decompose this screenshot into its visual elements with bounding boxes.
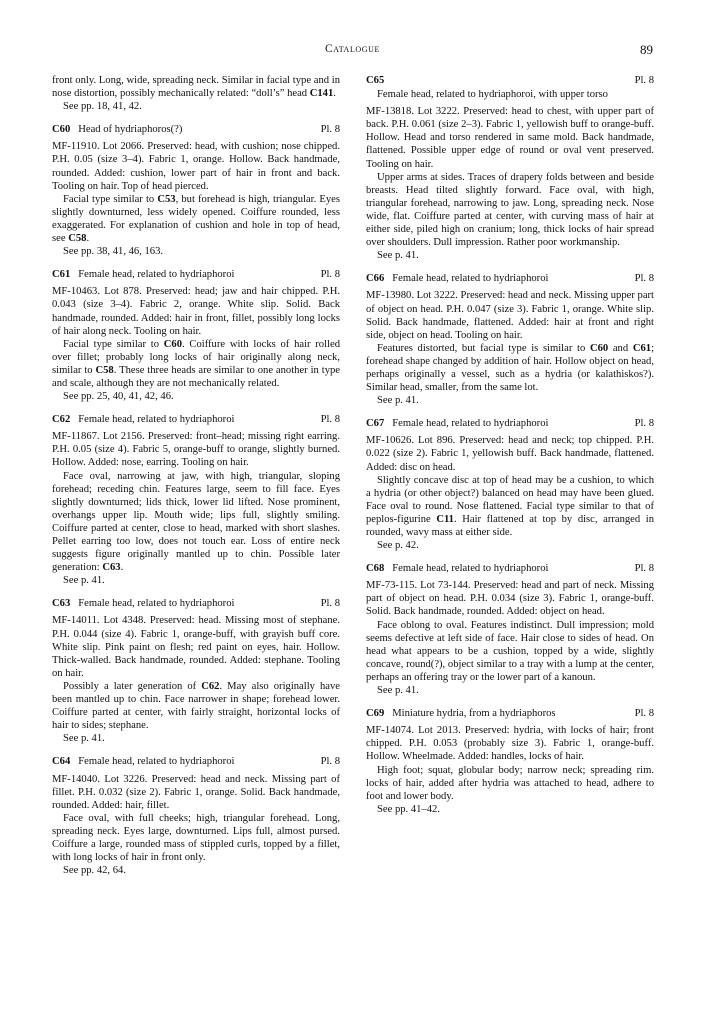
- plate-reference: Pl. 8: [634, 75, 654, 86]
- cross-reference: C63: [102, 562, 121, 574]
- entry-heading: [52, 597, 340, 610]
- running-title: Catalogue: [324, 43, 381, 55]
- see-pages: See p. 41.: [377, 395, 419, 407]
- entry-description: MF-10463. Lot 878. Preserved: head; jaw and hair chipped. P.H. 0.043 (size 3–4). Fabric 2, orange. White slip. Solid. Back handmade, rounded. Added: hair in front, fillet, possibly long locks of hair along neck. Tooling on hair.: [52, 286, 340, 337]
- entry-description: MF-11867. Lot 2156. Preserved: front–head; missing right earring. P.H. 0.05 (size 4). Fabric 5, orange-buff to orange, slightly burned. Hollow. Added: nose, earring. Tooling on hair.: [52, 431, 340, 469]
- running-head: [52, 43, 653, 59]
- entry-commentary: Facial type similar to C60. Coiffure with locks of hair rolled over fillet; probably long locks of hair originally along neck, similar to C58. These three heads are similar to one another in type and scale, although they are not mechanically related.: [52, 338, 340, 389]
- see-pages: See p. 41.: [63, 575, 105, 587]
- cross-reference: C11: [436, 513, 454, 525]
- entry-title: Head of hydriaphoros(?): [78, 124, 183, 136]
- entry-heading: [52, 123, 340, 136]
- cross-reference: C58: [68, 233, 87, 245]
- entry-title: Female head, related to hydriaphoroi: [78, 414, 235, 426]
- entry-commentary: High foot; squat, globular body; narrow neck; spreading rim. locks of hair, added after hydria was attached to head, adhere to foot and lower body.: [366, 764, 654, 802]
- entry-commentary: Features distorted, but facial type is similar to C60 and C61; forehead shape changed by addition of hair. Hollow object on head, perhaps originally a vessel, such as a hydria (or kalathiskos?). Similar head, smaller, from the same lot.: [366, 342, 655, 394]
- catalogue-entry: [366, 707, 654, 816]
- entry-description: MF-11910. Lot 2066. Preserved: head, with cushion; nose chipped. P.H. 0.05 (size 3–4). Fabric 1, orange. Hollow. Back handmade, rounded. Added: cushion, lower part of hair in front and back. Tooling on hair. Top of head pierced.: [52, 141, 340, 192]
- entry-number: C66: [366, 273, 385, 285]
- entry-commentary: Face oval, narrowing at jaw, with high, triangular, sloping forehead; receding chin. Features large, seem to fill face. Eyes slightly downturned; lids thick, lower lid lifted. Nose prominent, overhangs upper lip. Mouth wide; lips full, slightly smiling. Coiffure parted at center, close to head, marked with short slashes. Pellet earring too low, does not touch ear. Loss of entire neck suggests figure originally mantled up to chin. Possible later generation: C63.: [52, 470, 340, 574]
- entry-description: MF-13980. Lot 3222. Preserved: head and neck. Missing upper part of object on head. P.H. 0.047 (size 3). Fabric 1, orange. White slip. Solid. Back handmade, flattened. Added: hair at front and right side, object on head. Tooling on hair.: [366, 290, 654, 341]
- entry-heading: [366, 272, 654, 285]
- plate-reference: Pl. 8: [320, 598, 340, 610]
- entry-commentary: Facial type similar to C53, but forehead is high, triangular. Eyes slightly downturned, less widely opened. Coiffure rounded, less exaggerated. For explanation of cushion and hole in top of head, see C58.: [52, 193, 340, 245]
- entry-commentary: Slightly concave disc at top of head may be a cushion, to which a hydria (or other object?) balanced on head may have been glued. Face oval to round. Nose flattened. Facial type similar to that of peplos-figurine C11. Hair flattened at top by disc, arranged in rounded, wavy mass at either side.: [366, 474, 654, 538]
- entry-title: Female head, related to hydriaphoroi: [78, 269, 235, 281]
- plate-reference: Pl. 8: [634, 273, 654, 285]
- entry-description: MF-14074. Lot 2013. Preserved: hydria, with locks of hair; front chipped. P.H. 0.053 (probably size 3). Fabric 1, orange-buff. Hollow. Wheelmade. Added: handles, locks of hair.: [366, 725, 654, 763]
- entry-heading: [52, 268, 340, 281]
- entry-commentary: Face oval, with full cheeks; high, triangular forehead. Long, spreading neck. Eyes large, downturned. Lips full, almost pursed. Coiffure a large, rounded mass of stippled curls, topped by a fillet, with long locks of hair in front only.: [52, 812, 340, 864]
- plate-reference: Pl. 8: [320, 269, 340, 281]
- plate-reference: Pl. 8: [320, 414, 340, 426]
- entry-commentary: Upper arms at sides. Traces of drapery folds between and beside breasts. Head tilted slightly forward. Face oval, with high, triangular forehead, narrowing to jaw. Long, spreading neck. Nose wide, flat. Coiffure parted at center, with curving mass of hair at either side, piled high on cranium; long, thick locks of hair spread over shoulders. Dull impression. Rather poor workmanship.: [366, 171, 654, 249]
- entry-title: Female head, related to hydriaphoroi, with upper torso: [377, 89, 608, 101]
- catalogue-entry: [52, 123, 340, 258]
- entry-description: MF-73-115. Lot 73-144. Preserved: head and part of neck. Missing part of object on head. P.H. 0.034 (size 3). Fabric 1, orange-buff. Solid. Back handmade, rounded. Added: object on head.: [366, 580, 654, 618]
- entry-title: Miniature hydria, from a hydriaphoros: [392, 708, 556, 720]
- entry-description: MF-14040. Lot 3226. Preserved: head and neck. Missing part of fillet. P.H. 0.032 (size 2). Fabric 1, orange. Solid. Back handmade, rounded. Added: hair, fillet.: [52, 773, 340, 811]
- entry-heading: [52, 413, 340, 426]
- entry-number: C61: [52, 269, 71, 281]
- catalogue-entry: [52, 268, 340, 403]
- see-pages: See pp. 42, 64.: [63, 865, 126, 877]
- entry-number: C68: [366, 563, 385, 575]
- continued-text: front only. Long, wide, spreading neck. Similar in facial type and in nose distortion, possibly mechanically related: “doll’s” head C141.: [52, 75, 340, 100]
- entry-heading: [366, 417, 654, 430]
- cross-reference: C58: [95, 364, 114, 376]
- see-pages: See pp. 25, 40, 41, 42, 46.: [63, 391, 174, 403]
- entry-heading: [52, 755, 340, 768]
- entry-heading: [366, 562, 654, 575]
- plate-reference: Pl. 8: [320, 124, 340, 136]
- entry-title: Female head, related to hydriaphoroi: [392, 273, 549, 285]
- catalogue-entry: [52, 597, 340, 745]
- see-pages: See p. 41.: [377, 685, 419, 697]
- see-pages: See p. 41.: [377, 250, 419, 262]
- cross-reference: C53: [157, 193, 176, 205]
- catalogue-entry: [366, 272, 654, 407]
- catalogue-entry: [52, 755, 340, 877]
- cross-reference: C60: [163, 338, 182, 350]
- plate-reference: Pl. 8: [634, 563, 654, 575]
- entry-number: C63: [52, 598, 71, 610]
- entry-number: C69: [366, 708, 385, 720]
- cross-reference: C60: [589, 342, 609, 354]
- plate-reference: Pl. 8: [320, 756, 340, 768]
- cross-reference: C62: [201, 680, 220, 692]
- entry-number: C64: [52, 756, 71, 768]
- continued-entry: [52, 74, 340, 113]
- see-pages: See pp. 41–42.: [377, 803, 440, 815]
- entry-commentary: Possibly a later generation of C62. May also originally have been mantled up to chin. Face narrower in shape; forehead lower. Coiffure parted at center, with fairly straight, horizontal locks of hair to sides; stephane.: [52, 680, 340, 732]
- entry-number: C67: [366, 418, 385, 430]
- entry-description: MF-10626. Lot 896. Preserved: head and neck; top chipped. P.H. 0.022 (size 2). Fabric 1, yellowish buff. Back handmade, flattened. Added: disc on head.: [366, 435, 654, 473]
- see-pages: See p. 41.: [63, 733, 105, 745]
- catalogue-entry: [366, 562, 654, 697]
- entry-number: C62: [52, 414, 71, 426]
- entry-title: Female head, related to hydriaphoroi: [78, 598, 235, 610]
- see-pages: See pp. 38, 41, 46, 163.: [63, 246, 164, 258]
- entry-description: MF-14011. Lot 4348. Preserved: head. Missing most of stephane. P.H. 0.044 (size 4). Fabric 1, orange-buff, with grayish buff core. White slip. Pink paint on flesh; red paint on eyes, hair. Hollow. Thick-walled. Back handmade, rounded. Added: stephane. Tooling on hair.: [52, 615, 340, 679]
- entry-title: Female head, related to hydriaphoroi: [392, 563, 549, 575]
- entry-title: Female head, related to hydriaphoroi: [392, 418, 549, 430]
- entry-number: C65: [366, 75, 385, 86]
- entry-commentary: Face oblong to oval. Features indistinct. Dull impression; mold seems defective at left side of face. Hair close to sides of head. On head what appears to be a cushion, topped by a wide, slightly concave, round(?), object similar to a tray with a lump at the center, perhaps an offering tray or the lower part of a kanoun.: [366, 619, 654, 683]
- plate-reference: Pl. 8: [634, 418, 654, 430]
- cross-reference: C61: [632, 342, 652, 354]
- catalogue-entry: [366, 417, 654, 552]
- catalogue-entry: [366, 74, 654, 262]
- entry-title: Female head, related to hydriaphoroi: [78, 756, 235, 768]
- catalogue-entry: [52, 413, 340, 587]
- entry-heading: [366, 74, 654, 87]
- entry-heading: [366, 707, 654, 720]
- entry-description: MF-13818. Lot 3222. Preserved: head to chest, with upper part of back. P.H. 0.061 (size 2–3). Fabric 1, yellowish buff to orange-buff. Hollow. Head and torso rendered in same mold. Back handmade, flattened. Possible upper edge of round or oval vent preserved. Tooling on hair.: [366, 106, 654, 170]
- right-column: [366, 74, 654, 826]
- plate-reference: Pl. 8: [634, 708, 654, 720]
- see-pages: See pp. 18, 41, 42.: [63, 101, 142, 113]
- entry-number: C60: [52, 124, 71, 136]
- left-column: [52, 74, 340, 887]
- cross-reference: C141: [309, 88, 334, 100]
- see-pages: See p. 42.: [377, 540, 419, 552]
- page-number: 89: [640, 42, 653, 57]
